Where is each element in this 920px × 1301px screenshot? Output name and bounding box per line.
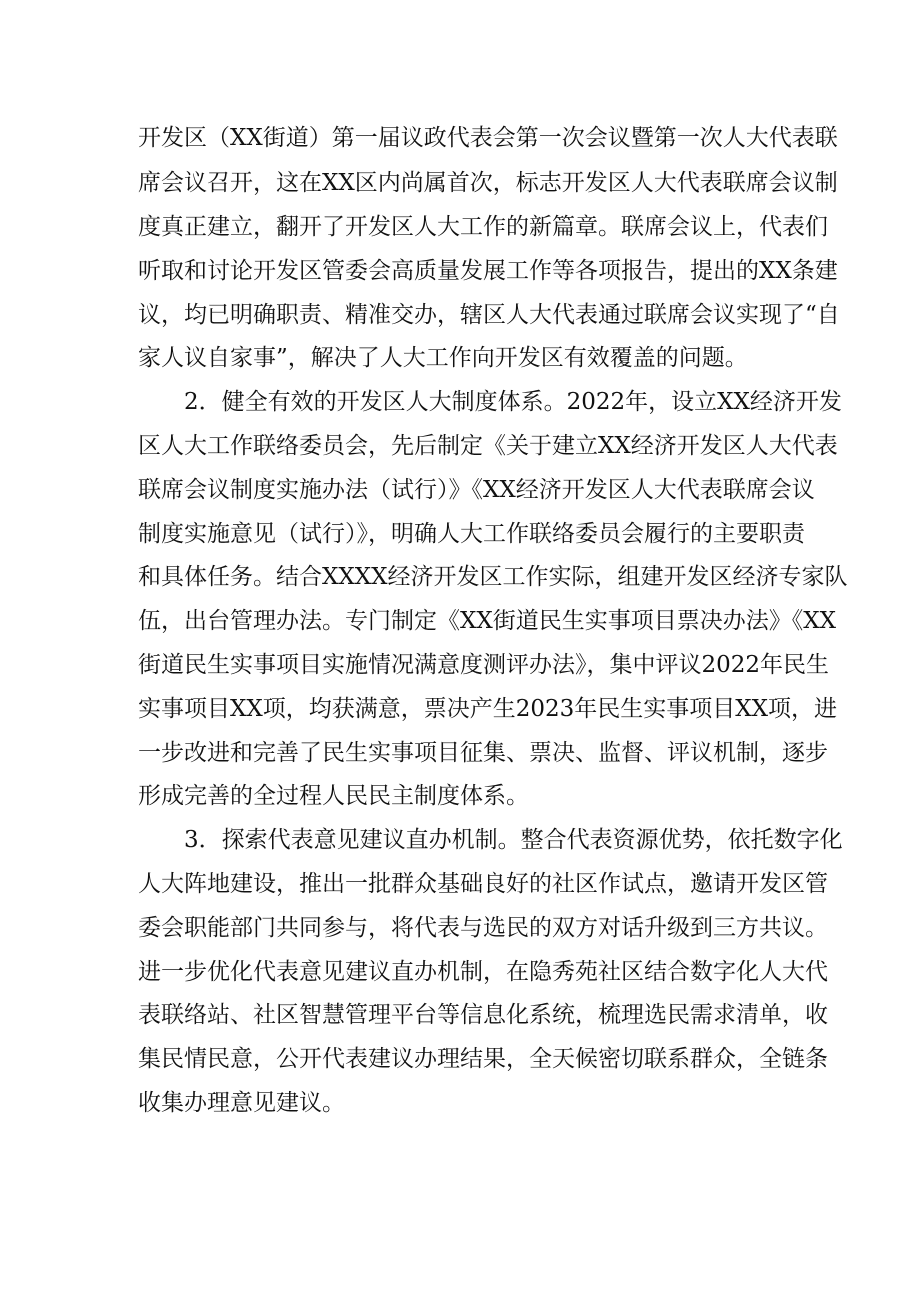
text-line: 度真正建立，翻开了开发区人大工作的新篇章。联席会议上，代表们 xyxy=(138,214,828,240)
text-line: 议，均已明确职责、精准交办，辖区人大代表通过联席会议实现了“自 xyxy=(138,302,840,328)
text-line: 实事项目XX项，均获满意，票决产生2023年民生实事项目XX项，进 xyxy=(138,696,838,722)
text-line: 伍，出台管理办法。专门制定《XX街道民生实事项目票决办法》《XX xyxy=(138,608,836,634)
text-line: 开发区（XX街道）第一届议政代表会第一次会议暨第一次人大代表联 xyxy=(138,125,838,151)
text-line: 制度实施意见（试行）》，明确人大工作联络委员会履行的主要职责 xyxy=(138,521,805,547)
text-line: 和具体任务。结合XXXX经济开发区工作实际，组建开发区经济专家队 xyxy=(138,564,848,590)
text-line: 联席会议制度实施办法（试行）》《XX经济开发区人大代表联席会议 xyxy=(138,477,815,503)
text-line: 形成完善的全过程人民民主制度体系。 xyxy=(138,783,529,809)
text-line: 3．探索代表意见建议直办机制。整合代表资源优势，依托数字化 xyxy=(184,827,843,853)
text-line: 街道民生实事项目实施情况满意度测评办法》，集中评议2022年民生 xyxy=(138,652,830,678)
text-line: 表联络站、社区智慧管理平台等信息化系统，梳理选民需求清单，收 xyxy=(138,1002,828,1028)
text-line: 听取和讨论开发区管委会高质量发展工作等各项报告，提出的XX条建 xyxy=(138,258,838,284)
text-line: 人大阵地建设，推出一批群众基础良好的社区作试点，邀请开发区管 xyxy=(138,871,828,897)
text-line: 区人大工作联络委员会，先后制定《关于建立XX经济开发区人大代表 xyxy=(138,433,838,459)
text-line: 席会议召开，这在XX区内尚属首次，标志开发区人大代表联席会议制 xyxy=(138,170,838,196)
text-line: 家人议自家事”，解决了人大工作向开发区有效覆盖的问题。 xyxy=(138,345,748,371)
text-line: 委会职能部门共同参与，将代表与选民的双方对话升级到三方共议。 xyxy=(138,915,828,941)
text-line: 集民情民意，公开代表建议办理结果，全天候密切联系群众，全链条 xyxy=(138,1046,828,1072)
text-line: 进一步优化代表意见建议直办机制，在隐秀苑社区结合数字化人大代 xyxy=(138,959,828,985)
text-line: 收集办理意见建议。 xyxy=(138,1090,345,1116)
text-line: 2．健全有效的开发区人大制度体系。2022年，设立XX经济开发 xyxy=(184,389,842,415)
text-line: 一步改进和完善了民生实事项目征集、票决、监督、评议机制，逐步 xyxy=(138,740,828,766)
